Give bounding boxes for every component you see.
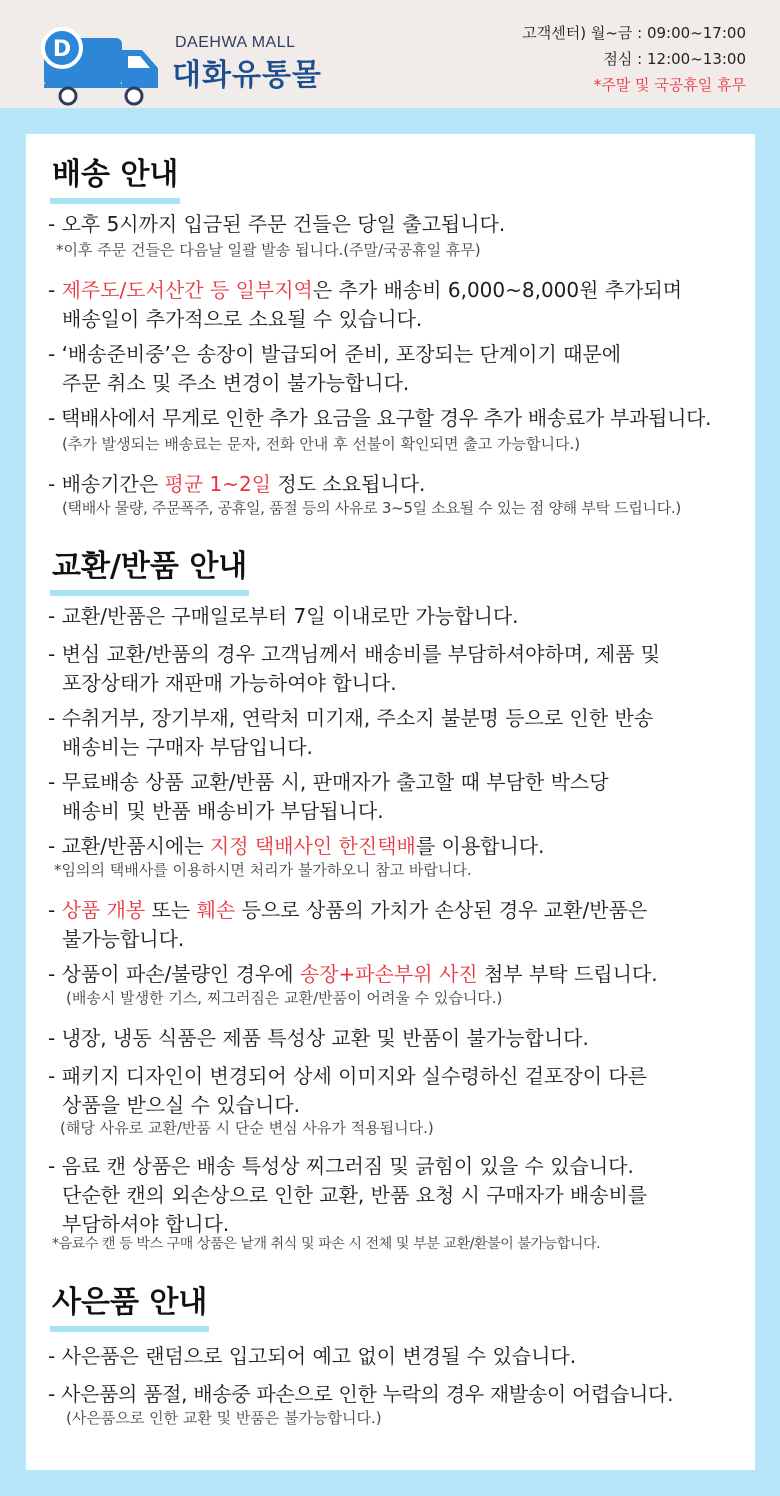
- gifts-item-1: - 사은품은 랜덤으로 입고되어 예고 없이 변경될 수 있습니다.: [48, 1344, 577, 1368]
- returns-item-9-line1: - 패키지 디자인이 변경되어 상세 이미지와 실수령하신 겉포장이 다른: [48, 1064, 648, 1088]
- returns-item-7-post: 첨부 부탁 드립니다.: [477, 962, 658, 986]
- returns-item-9: [48, 1062, 748, 1120]
- shipping-item-2-highlight: 제주도/도서산간 등 일부지역: [61, 278, 313, 302]
- gifts-note-2: (사은품으로 인한 교환 및 반품은 불가능합니다.): [66, 1409, 382, 1427]
- returns-item-5: [48, 832, 748, 861]
- shipping-title: 배송 안내: [50, 156, 180, 204]
- returns-note-5: *임의의 택배사를 이용하시면 처리가 불가하오니 참고 바랍니다.: [54, 861, 472, 879]
- shipping-note-5: (택배사 물량, 주문폭주, 공휴일, 품절 등의 사유로 3~5일 소요될 수 있는 점 양해 부탁 드립니다.): [62, 499, 681, 517]
- shipping-item-2: [48, 276, 748, 334]
- returns-title: 교환/반품 안내: [50, 548, 249, 596]
- returns-item-2-line2: 포장상태가 재판매 가능하여야 합니다.: [62, 671, 397, 695]
- shipping-item-3-line1: - ‘배송준비중’은 송장이 발급되어 준비, 포장되는 단계이기 때문에: [48, 342, 622, 366]
- brand-korean: 대화유통몰: [172, 58, 322, 93]
- returns-note-7: (배송시 발생한 기스, 찌그러짐은 교환/반품이 어려울 수 있습니다.): [66, 989, 503, 1007]
- delivery-truck-logo-icon: [38, 26, 162, 106]
- returns-item-3: [48, 704, 748, 762]
- returns-item-5-pre: - 교환/반품시에는: [48, 834, 210, 858]
- brand-english: DAEHWA MALL: [175, 34, 296, 51]
- shipping-item-2-line2: 배송일이 추가적으로 소요될 수 있습니다.: [62, 307, 423, 331]
- cs-holiday: *주말 및 국공휴일 휴무: [593, 76, 746, 94]
- returns-item-7-highlight: 송장+파손부위 사진: [299, 962, 478, 986]
- content-card: [26, 134, 755, 1470]
- returns-item-10-line2: 단순한 캔의 외손상으로 인한 교환, 반품 요청 시 구매자가 배송비를: [62, 1183, 648, 1207]
- returns-item-7: [48, 960, 748, 989]
- returns-item-7-pre: - 상품이 파손/불량인 경우에: [48, 962, 300, 986]
- gifts-item-2: - 사은품의 품절, 배송중 파손으로 인한 누락의 경우 재발송이 어렵습니다.: [48, 1382, 674, 1406]
- cs-hours: 고객센터) 월~금 : 09:00~17:00: [522, 24, 746, 42]
- returns-note-9: (해당 사유로 교환/반품 시 단순 변심 사유가 적용됩니다.): [60, 1119, 434, 1137]
- logo-letter: D: [52, 37, 72, 62]
- returns-item-6: [48, 896, 748, 954]
- returns-item-5-highlight: 지정 택배사인 한진택배: [209, 834, 416, 858]
- returns-note-10: *음료수 캔 등 박스 구매 상품은 낱개 취식 및 파손 시 전체 및 부분 교환/환불이 불가능합니다.: [52, 1236, 601, 1252]
- returns-item-6-highlight-2: 훼손: [196, 898, 236, 922]
- returns-item-5-post: 를 이용합니다.: [415, 834, 545, 858]
- cs-lunch: 점심 : 12:00~13:00: [603, 50, 746, 68]
- shipping-item-3-line2: 주문 취소 및 주소 변경이 불가능합니다.: [62, 371, 410, 395]
- returns-item-6-line2: 불가능합니다.: [62, 927, 185, 951]
- shipping-note-4: (추가 발생되는 배송료는 문자, 전화 안내 후 선불이 확인되면 출고 가능합니다.): [62, 435, 581, 453]
- returns-item-3-line1: - 수취거부, 장기부재, 연락처 미기재, 주소지 불분명 등으로 인한 반송: [48, 706, 654, 730]
- returns-item-2: [48, 640, 748, 698]
- returns-item-4-line1: - 무료배송 상품 교환/반품 시, 판매자가 출고할 때 부담한 박스당: [48, 770, 609, 794]
- shipping-item-3: [48, 340, 748, 398]
- returns-item-6-highlight-1: 상품 개봉: [61, 898, 146, 922]
- shipping-item-1: - 오후 5시까지 입금된 주문 건들은 당일 출고됩니다.: [48, 212, 506, 236]
- shipping-item-5: [48, 470, 748, 499]
- shipping-item-4: - 택배사에서 무게로 인한 추가 요금을 요구할 경우 추가 배송료가 부과됩니다.: [48, 406, 712, 430]
- returns-item-10: [48, 1152, 748, 1239]
- returns-item-9-line2: 상품을 받으실 수 있습니다.: [62, 1093, 300, 1117]
- returns-item-8: - 냉장, 냉동 식품은 제품 특성상 교환 및 반품이 불가능합니다.: [48, 1026, 589, 1050]
- returns-item-10-line1: - 음료 캔 상품은 배송 특성상 찌그러짐 및 긁힘이 있을 수 있습니다.: [48, 1154, 634, 1178]
- returns-item-3-line2: 배송비는 구매자 부담입니다.: [62, 735, 313, 759]
- shipping-note-1: *이후 주문 건들은 다음날 일괄 발송 됩니다.(주말/국공휴일 휴무): [56, 241, 481, 259]
- returns-item-4-line2: 배송비 및 반품 배송비가 부담됩니다.: [62, 799, 384, 823]
- shipping-item-5-post: 정도 소요됩니다.: [271, 472, 426, 496]
- returns-item-6-pre: -: [48, 898, 62, 922]
- returns-item-6-mid: 또는: [145, 898, 197, 922]
- returns-item-10-line3: 부담하셔야 합니다.: [62, 1212, 230, 1236]
- gifts-title: 사은품 안내: [50, 1284, 209, 1332]
- header: [0, 0, 780, 108]
- shipping-item-5-pre: - 배송기간은: [48, 472, 165, 496]
- returns-item-6-post: 등으로 상품의 가치가 손상된 경우 교환/반품은: [235, 898, 648, 922]
- returns-item-1: - 교환/반품은 구매일로부터 7일 이내로만 가능합니다.: [48, 604, 519, 628]
- returns-item-4: [48, 768, 748, 826]
- shipping-item-5-highlight: 평균 1~2일: [164, 472, 272, 496]
- shipping-item-2-pre: -: [48, 278, 62, 302]
- customer-service-info: [522, 20, 746, 98]
- shipping-item-2-post: 은 추가 배송비 6,000~8,000원 추가되며: [312, 278, 683, 302]
- returns-item-2-line1: - 변심 교환/반품의 경우 고객님께서 배송비를 부담하셔야하며, 제품 및: [48, 642, 661, 666]
